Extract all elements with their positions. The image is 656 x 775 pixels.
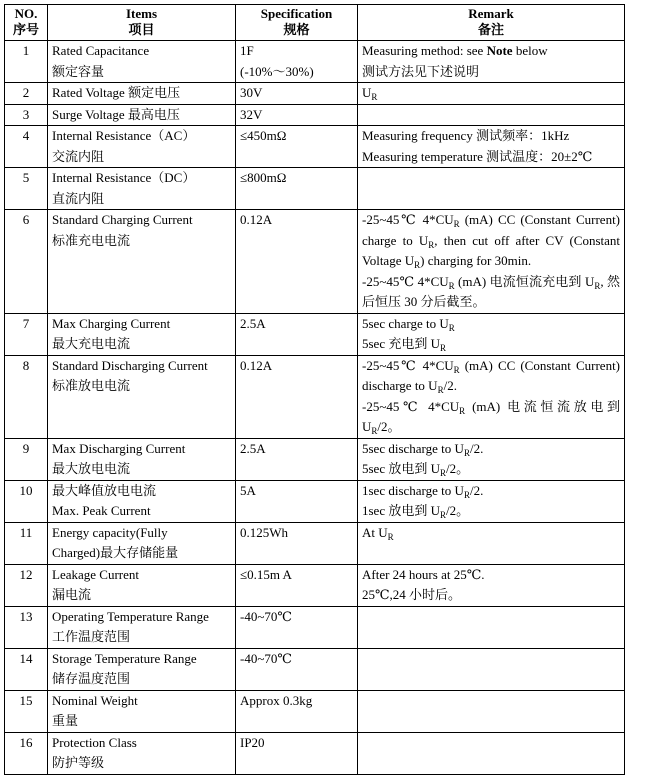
- row-item-line: 防护等级: [52, 755, 105, 770]
- row-item-line: 重量: [52, 713, 79, 728]
- row-number: [5, 606, 48, 648]
- row-spec-line: ≤0.15m A: [240, 566, 292, 582]
- row-spec: [236, 564, 358, 606]
- row-item: [48, 438, 236, 480]
- row-remark: [358, 522, 625, 564]
- row-remark-line: 25℃,24 小时后。: [362, 587, 462, 602]
- row-remark: [358, 41, 625, 83]
- row-spec: [236, 522, 358, 564]
- header-items: Items 项目: [48, 5, 236, 41]
- row-spec: [236, 313, 358, 355]
- row-item-line: Internal Resistance（AC）: [52, 128, 196, 143]
- table-row: [5, 564, 625, 606]
- row-remark-line: -25~45℃ $4*CU_R$ (mA) CC (Constant Current) discharge to $U_R/2$.: [362, 357, 621, 395]
- row-spec-line: Approx 0.3kg: [240, 692, 313, 708]
- row-spec: [236, 104, 358, 126]
- row-item: [48, 168, 236, 210]
- row-spec: [236, 732, 358, 774]
- row-number: [5, 104, 48, 126]
- row-number: [5, 210, 48, 314]
- row-item-line: 最大峰值放电电流: [52, 482, 157, 498]
- row-spec-line: 1F: [240, 43, 254, 58]
- row-number-line: 14: [19, 650, 33, 666]
- row-spec-line: 32V: [240, 106, 263, 122]
- table-row: [5, 522, 625, 564]
- row-remark-line: After 24 hours at 25℃.: [362, 566, 485, 582]
- row-number: [5, 126, 48, 168]
- row-number: [5, 690, 48, 732]
- row-spec: [236, 648, 358, 690]
- row-item-line: 最大充电电流: [52, 336, 131, 351]
- row-number: [5, 168, 48, 210]
- row-remark: [358, 480, 625, 522]
- row-item-line: Operating Temperature Range: [52, 608, 209, 624]
- row-remark-line: 5sec 充电到 $U_R$: [362, 336, 447, 353]
- row-item-line: 额定容量: [52, 63, 105, 79]
- row-number-line: 10: [19, 482, 33, 498]
- row-remark-line: -25~45℃ $4*CU_R$ (mA) CC (Constant Current) charge to $U_R$, then cut off after CV (Constant Voltage $U_R$) charging for 30min.: [362, 212, 621, 270]
- row-remark: [358, 168, 625, 210]
- header-spec: Specification 规格: [236, 5, 358, 41]
- row-remark: [358, 732, 625, 774]
- row-item: [48, 648, 236, 690]
- row-remark: [358, 83, 625, 105]
- header-row: [5, 5, 625, 41]
- row-number: [5, 313, 48, 355]
- row-number-line: 12: [19, 566, 33, 582]
- row-spec-line: -40~70℃: [240, 608, 292, 624]
- row-number: [5, 648, 48, 690]
- row-spec-line: ≤450mΩ: [240, 128, 287, 143]
- row-remark-line: 5sec discharge to $U_R/2$.: [362, 440, 484, 458]
- row-number-line: 16: [19, 734, 33, 750]
- row-item-line: 工作温度范围: [52, 629, 131, 644]
- row-item: [48, 83, 236, 105]
- row-remark-line: Measuring frequency 测试频率：1kHz: [362, 128, 570, 143]
- row-spec: [236, 606, 358, 648]
- table-row: [5, 648, 625, 690]
- row-number-line: 11: [19, 524, 33, 540]
- row-spec-line: 0.125Wh: [240, 524, 289, 540]
- row-item-line: Standard Discharging Current: [52, 357, 208, 373]
- row-spec: [236, 438, 358, 480]
- row-item-line: Rated Voltage 额定电压: [52, 85, 181, 100]
- row-number-line: 7: [22, 315, 30, 331]
- row-remark: [358, 210, 625, 314]
- row-spec-line: -40~70℃: [240, 650, 292, 666]
- table-row: [5, 355, 625, 438]
- row-item-line: 标准放电电流: [52, 378, 131, 393]
- row-number-line: 9: [22, 440, 30, 456]
- row-remark-line: 5sec 放电到 $U_R/2$。: [362, 461, 470, 478]
- row-item-line: Standard Charging Current: [52, 212, 193, 227]
- row-number-line: 8: [22, 357, 30, 373]
- row-item-line: Leakage Current: [52, 566, 139, 582]
- row-remark-line: 5sec charge to $U_R$: [362, 315, 455, 333]
- row-number: [5, 480, 48, 522]
- row-item: [48, 732, 236, 774]
- row-item-line: Max Charging Current: [52, 315, 171, 331]
- row-remark: [358, 126, 625, 168]
- row-item: [48, 522, 236, 564]
- row-number-line: 2: [22, 85, 30, 100]
- row-spec: [236, 126, 358, 168]
- row-spec-line: 0.12A: [240, 357, 273, 373]
- row-item-line: Energy capacity(Fully: [52, 524, 168, 540]
- table-row: [5, 732, 625, 774]
- row-item-line: 交流内阻: [52, 148, 105, 164]
- row-item: [48, 104, 236, 126]
- row-remark-line: At $U_R$: [362, 524, 394, 542]
- row-remark-line: Measuring method: see Note below: [362, 43, 548, 58]
- row-number-line: 15: [19, 692, 33, 708]
- spec-table: [4, 4, 625, 775]
- table-row: [5, 126, 625, 168]
- row-remark-line: Measuring temperature 测试温度：20±2℃: [362, 148, 593, 164]
- row-number-line: 1: [22, 43, 30, 58]
- row-remark-line: 测试方法见下述说明: [362, 63, 480, 79]
- row-item-line: 标准充电电流: [52, 232, 131, 248]
- row-number: [5, 41, 48, 83]
- row-remark: [358, 355, 625, 438]
- table-row: [5, 210, 625, 314]
- row-number-line: 4: [22, 128, 30, 143]
- row-remark-line: 1sec discharge to $U_R/2$.: [362, 482, 484, 500]
- header-remark: Remark 备注: [358, 5, 625, 41]
- row-number-line: 5: [22, 170, 30, 185]
- table-row: [5, 690, 625, 732]
- table-row: [5, 41, 625, 83]
- row-item: [48, 480, 236, 522]
- row-spec: [236, 480, 358, 522]
- row-item-line: 储存温度范围: [52, 671, 131, 686]
- table-row: [5, 168, 625, 210]
- row-item: [48, 313, 236, 355]
- row-number-line: 3: [22, 106, 30, 122]
- row-item: [48, 126, 236, 168]
- row-item: [48, 564, 236, 606]
- row-spec: [236, 41, 358, 83]
- row-number: [5, 522, 48, 564]
- row-spec-line: 0.12A: [240, 212, 273, 227]
- row-remark: [358, 564, 625, 606]
- header-no: NO. 序号: [5, 5, 48, 41]
- table-body: [5, 41, 625, 775]
- row-item-line: 漏电流: [52, 587, 92, 602]
- row-spec-line: 2.5A: [240, 315, 266, 331]
- row-number: [5, 438, 48, 480]
- table-row: [5, 313, 625, 355]
- row-number: [5, 732, 48, 774]
- table-row: [5, 438, 625, 480]
- row-spec-line: ≤800mΩ: [240, 170, 287, 185]
- row-number: [5, 83, 48, 105]
- row-item-line: Surge Voltage 最高电压: [52, 106, 180, 122]
- row-remark-line: -25~45℃ $4*CU_R$ (mA) 电流恒流放电到 $U_R/2$。: [362, 398, 620, 436]
- row-remark-line: -25~45℃ $4*CU_R$ (mA) 电流恒流充电到 $U_R$, 然后恒压 30 分后截至。: [362, 273, 620, 309]
- row-spec-line: 5A: [240, 482, 256, 498]
- row-remark: [358, 690, 625, 732]
- row-number-line: 6: [22, 212, 30, 227]
- row-item-line: Storage Temperature Range: [52, 650, 197, 666]
- row-spec-line: 30V: [240, 85, 263, 100]
- row-item-line: Internal Resistance（DC）: [52, 170, 196, 185]
- row-remark: [358, 438, 625, 480]
- row-remark: [358, 606, 625, 648]
- row-spec: [236, 355, 358, 438]
- row-remark: [358, 648, 625, 690]
- row-item-line: 最大放电电流: [52, 461, 131, 476]
- row-spec-line: 2.5A: [240, 440, 266, 456]
- row-item-line: Rated Capacitance: [52, 43, 150, 58]
- row-item: [48, 606, 236, 648]
- row-remark-line: 1sec 放电到 $U_R/2$。: [362, 503, 470, 520]
- row-item-line: Charged)最大存储能量: [52, 545, 179, 560]
- row-remark: [358, 313, 625, 355]
- row-item: [48, 690, 236, 732]
- table-row: [5, 606, 625, 648]
- row-number: [5, 355, 48, 438]
- row-item-line: Max Discharging Current: [52, 440, 186, 456]
- table-row: [5, 104, 625, 126]
- row-number-line: 13: [19, 608, 33, 624]
- row-spec-line: (-10%～30%): [240, 63, 314, 79]
- table-row: [5, 83, 625, 105]
- row-spec: [236, 690, 358, 732]
- row-item: [48, 355, 236, 438]
- row-spec: [236, 168, 358, 210]
- row-item: [48, 41, 236, 83]
- row-item-line: Nominal Weight: [52, 692, 138, 708]
- row-item-line: Protection Class: [52, 734, 137, 750]
- table-row: [5, 480, 625, 522]
- row-remark: [358, 104, 625, 126]
- row-item: [48, 210, 236, 314]
- row-item-line: 直流内阻: [52, 190, 105, 206]
- row-spec-line: IP20: [240, 734, 265, 750]
- row-spec: [236, 83, 358, 105]
- row-remark-line: $U_R$: [362, 85, 378, 102]
- row-number: [5, 564, 48, 606]
- row-item-line: Max. Peak Current: [52, 503, 151, 518]
- row-spec: [236, 210, 358, 314]
